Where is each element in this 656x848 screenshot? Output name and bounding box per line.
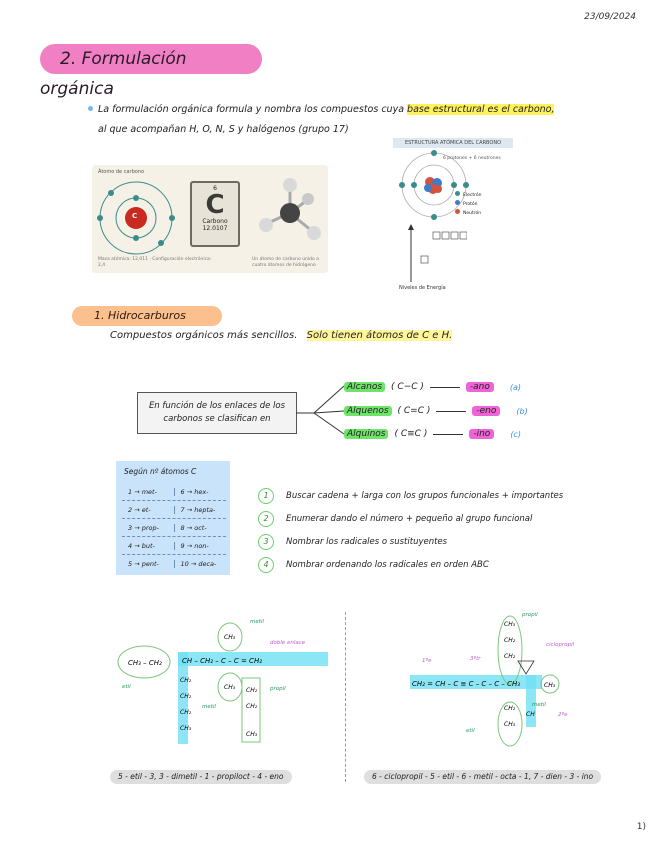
annotation: etil bbox=[122, 684, 131, 690]
annotation: propil bbox=[270, 686, 286, 692]
prefix-cell: 2 → et- bbox=[122, 506, 175, 514]
methane-model-icon bbox=[254, 175, 324, 245]
nucleus-note: 6 protones + 6 neutrones bbox=[443, 156, 501, 161]
prefix-cell: 8 → oct- bbox=[180, 523, 207, 532]
intro-line2: al que acompañan H, O, N, S y halógenos (grupo 17) bbox=[98, 124, 349, 135]
prefix-cell: 5 → pent- bbox=[122, 560, 175, 568]
page-title: 2. Formulación orgánica bbox=[40, 44, 262, 74]
bond-formula: ( C−C ) bbox=[391, 382, 424, 392]
example1-structure bbox=[110, 612, 340, 762]
prefix-cell: 3 → prop- bbox=[122, 524, 175, 532]
bullet-icon bbox=[88, 106, 93, 111]
diagram-legend bbox=[455, 191, 481, 218]
atomic-mass: 12.0107 bbox=[202, 225, 228, 232]
step-item bbox=[258, 484, 598, 507]
bond-name: Alquenos bbox=[344, 406, 392, 416]
bond-marker: (a) bbox=[509, 382, 522, 392]
prefix-row bbox=[122, 483, 226, 501]
classification-box: En función de los enlaces de los carbonos se clasifican en bbox=[137, 392, 297, 434]
prefix-row bbox=[122, 501, 226, 519]
element-name: Carbono bbox=[202, 218, 228, 225]
hydrocarbon-description bbox=[110, 330, 452, 341]
svg-text:CH₃: CH₃ bbox=[504, 721, 516, 728]
svg-text:CH₃: CH₃ bbox=[224, 634, 236, 641]
prefix-cell: 10 → deca- bbox=[180, 559, 217, 568]
example2-name: 6 - ciclopropil - 5 - etil - 6 - metil - octa - 1, 7 - dien - 3 - ino bbox=[364, 770, 601, 784]
element-symbol: C bbox=[205, 190, 225, 220]
step-text: Nombrar los radicales o sustituyentes bbox=[286, 536, 448, 547]
svg-text:CH₂: CH₂ bbox=[246, 687, 258, 694]
step-number: 4 bbox=[258, 557, 274, 573]
legend-proton: Protón bbox=[463, 202, 478, 207]
step-number: 1 bbox=[258, 488, 274, 504]
bond-suffix: -ano bbox=[466, 382, 494, 392]
annotation: metil bbox=[250, 619, 264, 625]
prefix-cell: 4 → but- bbox=[122, 542, 175, 550]
prefix-cell: 6 → hex- bbox=[180, 487, 209, 496]
svg-text:CH₃: CH₃ bbox=[246, 731, 258, 738]
step-text: Buscar cadena + larga con los grupos funcionales + importantes bbox=[286, 490, 564, 501]
annotation: 1ºe bbox=[422, 658, 432, 664]
svg-text:CH₃: CH₃ bbox=[224, 684, 236, 691]
prefix-row bbox=[122, 537, 226, 555]
bond-suffix: -ino bbox=[469, 429, 494, 439]
annotation: metil bbox=[532, 702, 546, 708]
atomic-structure-diagram bbox=[393, 136, 515, 296]
svg-text:CH₂: CH₂ bbox=[246, 703, 258, 710]
prefix-cell: 1 → met- bbox=[122, 488, 175, 496]
bond-row-alkyne bbox=[344, 427, 521, 441]
legend-electron: Electrón bbox=[463, 193, 482, 198]
intro-text: La formulación orgánica formula y nombra los compuestos cuya bbox=[98, 104, 408, 115]
annotation: ciclopropil bbox=[546, 642, 575, 648]
svg-text:CH₃: CH₃ bbox=[180, 725, 192, 732]
carbon-atom-figure bbox=[92, 165, 328, 273]
bond-row-alkane bbox=[344, 380, 521, 394]
bond-name: Alquinos bbox=[344, 429, 388, 439]
svg-text:CH₂: CH₂ bbox=[504, 705, 516, 712]
prefix-cell: 7 → hepta- bbox=[180, 505, 216, 514]
svg-text:CH₂: CH₂ bbox=[180, 693, 192, 700]
section-title: 1. Hidrocarburos bbox=[72, 306, 222, 326]
diagram-title: ESTRUCTURA ATÓMICA DEL CARBONO bbox=[393, 138, 513, 148]
svg-text:CH₃ – CH₂: CH₃ – CH₂ bbox=[128, 659, 162, 667]
step-item bbox=[258, 507, 598, 530]
page-number: 1) bbox=[636, 822, 646, 832]
vertical-divider bbox=[345, 612, 346, 782]
bond-name: Alcanos bbox=[344, 382, 385, 392]
description-text: Compuestos orgánicos más sencillos. bbox=[110, 330, 298, 341]
svg-text:CH₂: CH₂ bbox=[180, 677, 192, 684]
intro-paragraph bbox=[98, 100, 568, 140]
intro-highlight: base estructural es el carbono, bbox=[407, 104, 555, 115]
atomic-number: 6 bbox=[213, 185, 217, 192]
naming-steps bbox=[258, 484, 598, 576]
step-text: Nombrar ordenando los radicales en orden ABC bbox=[286, 559, 489, 570]
step-item bbox=[258, 530, 598, 553]
annotation: doble enlace bbox=[270, 640, 306, 646]
svg-text:CH₂ = CH – C ≡ C – C – C – CH₃: CH₂ = CH – C ≡ C – C – C – CH₃ bbox=[412, 680, 521, 688]
svg-text:CH: CH bbox=[526, 711, 535, 718]
element-card bbox=[190, 181, 240, 247]
step-item bbox=[258, 553, 598, 576]
annotation: propil bbox=[522, 612, 538, 618]
bond-formula: ( C≡C ) bbox=[394, 429, 428, 439]
caption-left: Masa atómica: 12,011 · Configuración electrónica: 2,4 bbox=[98, 257, 212, 268]
description-highlight: Solo tienen átomos de C e H. bbox=[306, 330, 453, 341]
bond-row-alkene bbox=[344, 404, 528, 418]
svg-text:CH₃: CH₃ bbox=[504, 621, 516, 628]
nucleus-letter: C bbox=[132, 212, 138, 220]
annotation: etil bbox=[466, 728, 475, 734]
prefix-row bbox=[122, 519, 226, 537]
dash-divider bbox=[436, 411, 466, 412]
prefix-table bbox=[116, 461, 230, 575]
svg-text:CH₂: CH₂ bbox=[180, 709, 192, 716]
step-number: 2 bbox=[258, 511, 274, 527]
bond-suffix: -eno bbox=[472, 406, 500, 416]
prefix-cell: 9 → non- bbox=[180, 541, 209, 550]
dash-divider bbox=[430, 387, 460, 388]
bracket-lines bbox=[296, 380, 346, 440]
atom-label: Átomo de carbono bbox=[98, 169, 145, 175]
energy-levels-icon bbox=[407, 224, 467, 284]
bond-marker: (c) bbox=[510, 429, 521, 439]
bond-marker: (b) bbox=[516, 406, 528, 416]
step-number: 3 bbox=[258, 534, 274, 550]
legend-neutron: Neutrón bbox=[463, 211, 482, 216]
annotation: 2ºe bbox=[558, 712, 568, 718]
prefix-table-title: Según nº átomos C bbox=[124, 467, 197, 476]
svg-text:CH₂: CH₂ bbox=[504, 653, 516, 660]
example1-name: 5 - etil - 3, 3 - dimetil - 1 - propiloct - 4 - eno bbox=[110, 770, 292, 784]
prefix-rows bbox=[122, 483, 226, 572]
example2-structure bbox=[400, 612, 580, 760]
bond-formula: ( C=C ) bbox=[397, 406, 431, 416]
svg-text:CH₃: CH₃ bbox=[544, 682, 556, 689]
step-text: Enumerar dando el número + pequeño al grupo funcional bbox=[286, 513, 533, 524]
annotation: 3ºtr bbox=[470, 656, 481, 662]
annotation: metil bbox=[202, 704, 216, 710]
date: 23/09/2024 bbox=[584, 12, 636, 22]
energy-axis-label: Niveles de Energía bbox=[399, 285, 446, 291]
caption-right: Un átomo de carbono unido a cuatro átomos de hidrógeno bbox=[252, 257, 319, 268]
dash-divider bbox=[433, 434, 463, 435]
svg-text:CH – CH₂ – C – C = CH₂: CH – CH₂ – C – C = CH₂ bbox=[182, 657, 263, 665]
prefix-row bbox=[122, 555, 226, 572]
svg-text:CH₂: CH₂ bbox=[504, 637, 516, 644]
